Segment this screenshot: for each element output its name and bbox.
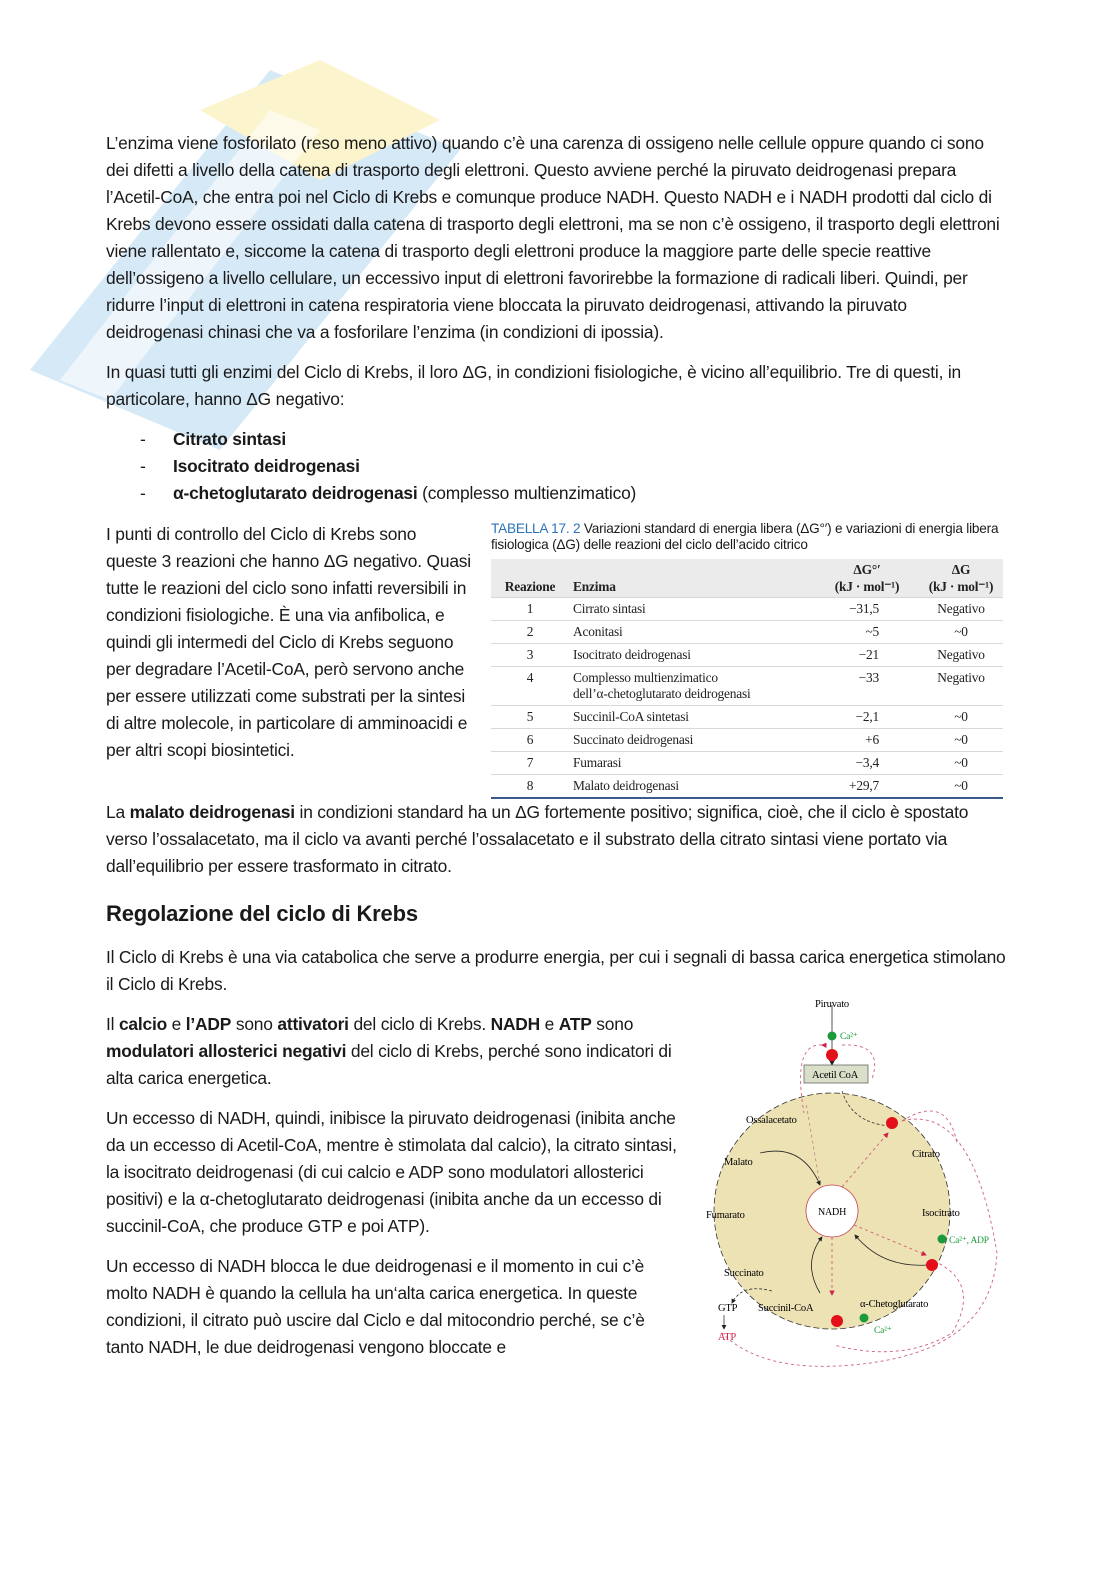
label-ca-adp: Ca²⁺, ADP	[949, 1236, 989, 1246]
paragraph-nadh-block: Un eccesso di NADH blocca le due deidrogenasi e il momento in cui c’è molto NADH è quando la cellula ha un‘alta carica energetica. In queste condizioni, il citrato può uscire dal Ciclo e dal mitocondrio perché, se c’è tanto NADH, le due deidrogenasi vengono bloccate e	[106, 1256, 645, 1357]
label-fumarato: Fumarato	[706, 1210, 745, 1221]
table-row: 7 Fumarasi −3,4 ~0	[491, 752, 1003, 775]
inhibition-dot	[886, 1117, 898, 1129]
paragraph-activators: Il calcio e l’ADP sono attivatori del ciclo di Krebs. NADH e ATP sono modulatori allosterici negativi del ciclo di Krebs, perché sono indicatori di alta carica energetica.	[106, 1014, 672, 1088]
control-points-section	[106, 521, 1006, 799]
paragraph-nadh-excess: Un eccesso di NADH, quindi, inibisce la piruvato deidrogenasi (inibita anche da un eccesso di Acetil-CoA, mentre è stimolata dal calcio), la citrato sintasi, la isocitrato deidrogenasi (di cui calcio e ADP sono modulatori allosterici positivi) e la α-chetoglutarato deidrogenasi (inibita anche da un eccesso di succinil-CoA, che produce GTP e poi ATP).	[106, 1108, 677, 1236]
list-item: - Isocitrato deidrogenasi	[140, 456, 360, 476]
table-caption: TABELLA 17. 2 Variazioni standard di energia libera (ΔG°′) e variazioni di energia libera fisiologica (ΔG) delle reazioni del ciclo dell’acido citrico	[491, 521, 999, 552]
label-piruvato: Piruvato	[815, 999, 849, 1010]
paragraph-regulation-intro: Il Ciclo di Krebs è una via catabolica che serve a produrre energia, per cui i segnali di bassa carica energetica stimolano il Ciclo di Krebs.	[106, 947, 1006, 994]
paragraph-control-points: I punti di controllo del Ciclo di Krebs sono queste 3 reazioni che hanno ΔG negativo. Quasi tutte le reazioni del ciclo sono infatti reversibili in condizioni fisiologiche. È una via anfibolica, e quindi gli intermedi del Ciclo di Krebs seguono per degradare l’Acetil-CoA, però servono anche per essere utilizzati come substrati per la sintesi di altre molecole, in particolare di amminoacidi e per altri scopi biosintetici.	[106, 524, 471, 760]
label-ossalacetato: Ossalacetato	[746, 1115, 797, 1126]
activation-dot	[828, 1032, 837, 1041]
table-row: 3 Isocitrato deidrogenasi −21 Negativo	[491, 644, 1003, 667]
table-row: 4 Complesso multienzimatico dell’α-chetoglutarato deidrogenasi −33 Negativo	[491, 667, 1003, 706]
inhibition-dot	[926, 1259, 938, 1271]
list-item: - α-chetoglutarato deidrogenasi (complesso multienzimatico)	[140, 483, 637, 503]
label-alpha-chetoglutarato: α-Chetoglutarato	[860, 1299, 929, 1310]
label-acetil-coa: Acetil CoA	[812, 1070, 859, 1081]
table-row: 5 Succinil-CoA sintetasi −2,1 ~0	[491, 706, 1003, 729]
enzyme-list	[106, 426, 1006, 507]
activation-dot	[938, 1235, 947, 1244]
label-citrato: Citrato	[912, 1149, 940, 1160]
krebs-regulation-diagram	[702, 993, 1002, 1393]
header-dg0: ΔG°′ (kJ · mol⁻¹)	[834, 562, 900, 594]
inhibition-dot	[831, 1315, 843, 1327]
section-heading: Regolazione del ciclo di Krebs	[106, 901, 418, 926]
paragraph-malato: La malato deidrogenasi in condizioni standard ha un ΔG fortemente positivo; significa, cioè, che il ciclo è spostato verso l’ossalacetato, ma il ciclo va avanti perché l’ossalacetato e il substrato della citrato sintasi viene portato via dall’equilibrio per essere trasformato in citrato.	[106, 802, 969, 876]
list-item: - Citrato sintasi	[140, 429, 286, 449]
table-row: 8 Malato deidrogenasi +29,7 ~0	[491, 775, 1003, 799]
label-ca-bottom: Ca²⁺	[874, 1326, 892, 1336]
table-row: 2 Aconitasi ~5 ~0	[491, 621, 1003, 644]
table-row: 1 Cirrato sintasi −31,5 Negativo	[491, 598, 1003, 621]
label-nadh: NADH	[818, 1207, 847, 1218]
document-page	[106, 130, 1006, 1393]
regulation-section	[106, 999, 1006, 1393]
label-ca-top: Ca²⁺	[840, 1032, 858, 1042]
table-label: TABELLA 17. 2	[491, 521, 581, 536]
free-energy-table	[491, 559, 1003, 799]
header-dg: ΔG (kJ · mol⁻¹)	[928, 562, 994, 594]
header-enzima: Enzima	[573, 579, 616, 594]
table-row: 6 Succinato deidrogenasi +6 ~0	[491, 729, 1003, 752]
label-succinil-coa: Succinil-CoA	[758, 1303, 814, 1314]
header-reazione: Reazione	[504, 579, 556, 594]
label-succinato: Succinato	[724, 1268, 764, 1279]
free-energy-table-figure	[491, 521, 1003, 799]
activation-dot	[860, 1314, 869, 1323]
label-atp: ATP	[718, 1332, 737, 1343]
paragraph-delta-g: In quasi tutti gli enzimi del Ciclo di Krebs, il loro ΔG, in condizioni fisiologiche, è vicino all’equilibrio. Tre di questi, in particolare, hanno ΔG negativo:	[106, 362, 961, 409]
label-isocitrato: Isocitrato	[922, 1208, 960, 1219]
label-malato: Malato	[724, 1157, 753, 1168]
label-gtp: GTP	[718, 1303, 738, 1314]
inhibition-dot	[826, 1049, 838, 1061]
paragraph-phosphorylation: L’enzima viene fosforilato (reso meno attivo) quando c’è una carenza di ossigeno nelle cellule oppure quando ci sono dei difetti a livello della catena di trasporto degli elettroni. Questo avviene perché la piruvato deidrogenasi prepara l’Acetil-CoA, che entra poi nel Ciclo di Krebs e comunque produce NADH. Questo NADH e i NADH prodotti dal ciclo di Krebs devono essere ossidati dalla catena di trasporto degli elettroni, ma se non c’è ossigeno, il trasporto degli elettroni viene rallentato e, siccome la catena di trasporto degli elettroni produce la maggiore parte delle specie reattive dell’ossigeno a livello cellulare, un eccessivo input di elettroni favorirebbe la formazione di radicali liberi. Quindi, per ridurre l’input di elettroni in catena respiratoria viene bloccata la piruvato deidrogenasi, attivando la piruvato deidrogenasi chinasi che va a fosforilare l’enzima (in condizioni di ipossia).	[106, 133, 1000, 342]
